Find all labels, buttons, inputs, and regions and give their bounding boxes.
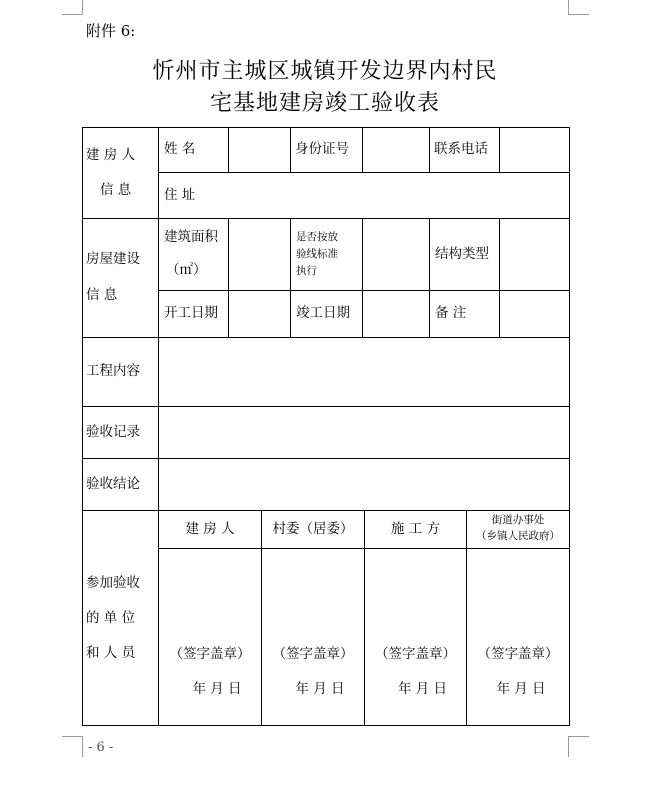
- table-border-right: [569, 127, 570, 726]
- structure-type-label: 结构类型: [435, 246, 489, 262]
- id-number-label: 身份证号: [295, 141, 349, 157]
- address-field[interactable]: [229, 173, 568, 217]
- table-border-bottom: [82, 725, 570, 726]
- project-content-label: 工程内容: [86, 363, 140, 379]
- column-divider: [290, 127, 291, 173]
- row-divider: [82, 510, 570, 511]
- village-committee-column-header: 村委（居委）: [272, 521, 354, 537]
- page-title-line-2: 宅基地建房竣工验收表: [209, 91, 440, 116]
- standard-compliance-label-3: 执行: [296, 265, 317, 277]
- page-number: - 6 -: [88, 740, 114, 755]
- subdistrict-office-signature-label: （签字盖章）: [477, 646, 559, 662]
- participants-label-1: 参加验收: [86, 575, 140, 591]
- building-area-label-1: 建筑面积: [164, 229, 218, 245]
- contractor-date-label: 年 月 日: [397, 681, 448, 697]
- start-date-field[interactable]: [229, 291, 289, 336]
- subdistrict-office-date-label: 年 月 日: [496, 681, 546, 697]
- attachment-label: 附件 6:: [86, 22, 136, 40]
- address-label: 住 址: [164, 187, 196, 203]
- table-border-left: [82, 127, 83, 726]
- building-area-label-2: （㎡）: [166, 262, 207, 278]
- standard-compliance-label-1: 是否按放: [296, 231, 338, 243]
- contractor-signature-label: （签字盖章）: [375, 646, 456, 662]
- participants-label-2: 的 单 位: [86, 610, 136, 626]
- column-divider: [429, 127, 430, 173]
- project-content-field[interactable]: [159, 338, 568, 405]
- subdistrict-office-column-header-1: 街道办事处: [491, 514, 545, 526]
- column-divider: [290, 218, 291, 338]
- id-number-field[interactable]: [363, 128, 428, 172]
- remarks-label: 备 注: [435, 305, 467, 321]
- contractor-column-header: 施 工 方: [390, 521, 441, 537]
- structure-type-field[interactable]: [500, 219, 568, 289]
- acceptance-record-label: 验收记录: [86, 424, 140, 440]
- completion-date-field[interactable]: [363, 291, 428, 336]
- builder-info-label-2: 信 息: [100, 182, 132, 198]
- name-field[interactable]: [229, 128, 289, 172]
- column-divider: [429, 218, 430, 338]
- builder-signature-label: （签字盖章）: [169, 646, 251, 662]
- page-title-line-1: 忻州市主城区城镇开发边界内村民: [152, 59, 498, 84]
- standard-compliance-field[interactable]: [363, 219, 428, 289]
- completion-date-label: 竣工日期: [296, 305, 350, 321]
- start-date-label: 开工日期: [164, 305, 218, 321]
- standard-compliance-label-2: 验线标准: [296, 248, 338, 260]
- remarks-field[interactable]: [500, 291, 568, 336]
- phone-field[interactable]: [500, 128, 568, 172]
- table-border-top: [82, 127, 570, 128]
- house-info-label-2: 信 息: [86, 287, 118, 303]
- acceptance-conclusion-field[interactable]: [159, 459, 568, 509]
- acceptance-record-field[interactable]: [159, 407, 568, 457]
- name-label: 姓 名: [164, 141, 196, 157]
- row-divider: [82, 218, 570, 219]
- village-committee-signature-label: （签字盖章）: [272, 646, 354, 662]
- building-area-field[interactable]: [229, 219, 289, 289]
- builder-info-label-1: 建 房 人: [86, 147, 136, 163]
- house-info-label-1: 房屋建设: [86, 251, 140, 267]
- participants-label-3: 和 人 员: [86, 645, 136, 661]
- subdistrict-office-column-header-2: （乡镇人民政府）: [476, 530, 560, 542]
- builder-column-header: 建 房 人: [185, 521, 235, 537]
- acceptance-conclusion-label: 验收结论: [86, 476, 140, 492]
- phone-label: 联系电话: [434, 141, 488, 157]
- village-committee-date-label: 年 月 日: [295, 681, 345, 697]
- builder-date-label: 年 月 日: [192, 681, 242, 697]
